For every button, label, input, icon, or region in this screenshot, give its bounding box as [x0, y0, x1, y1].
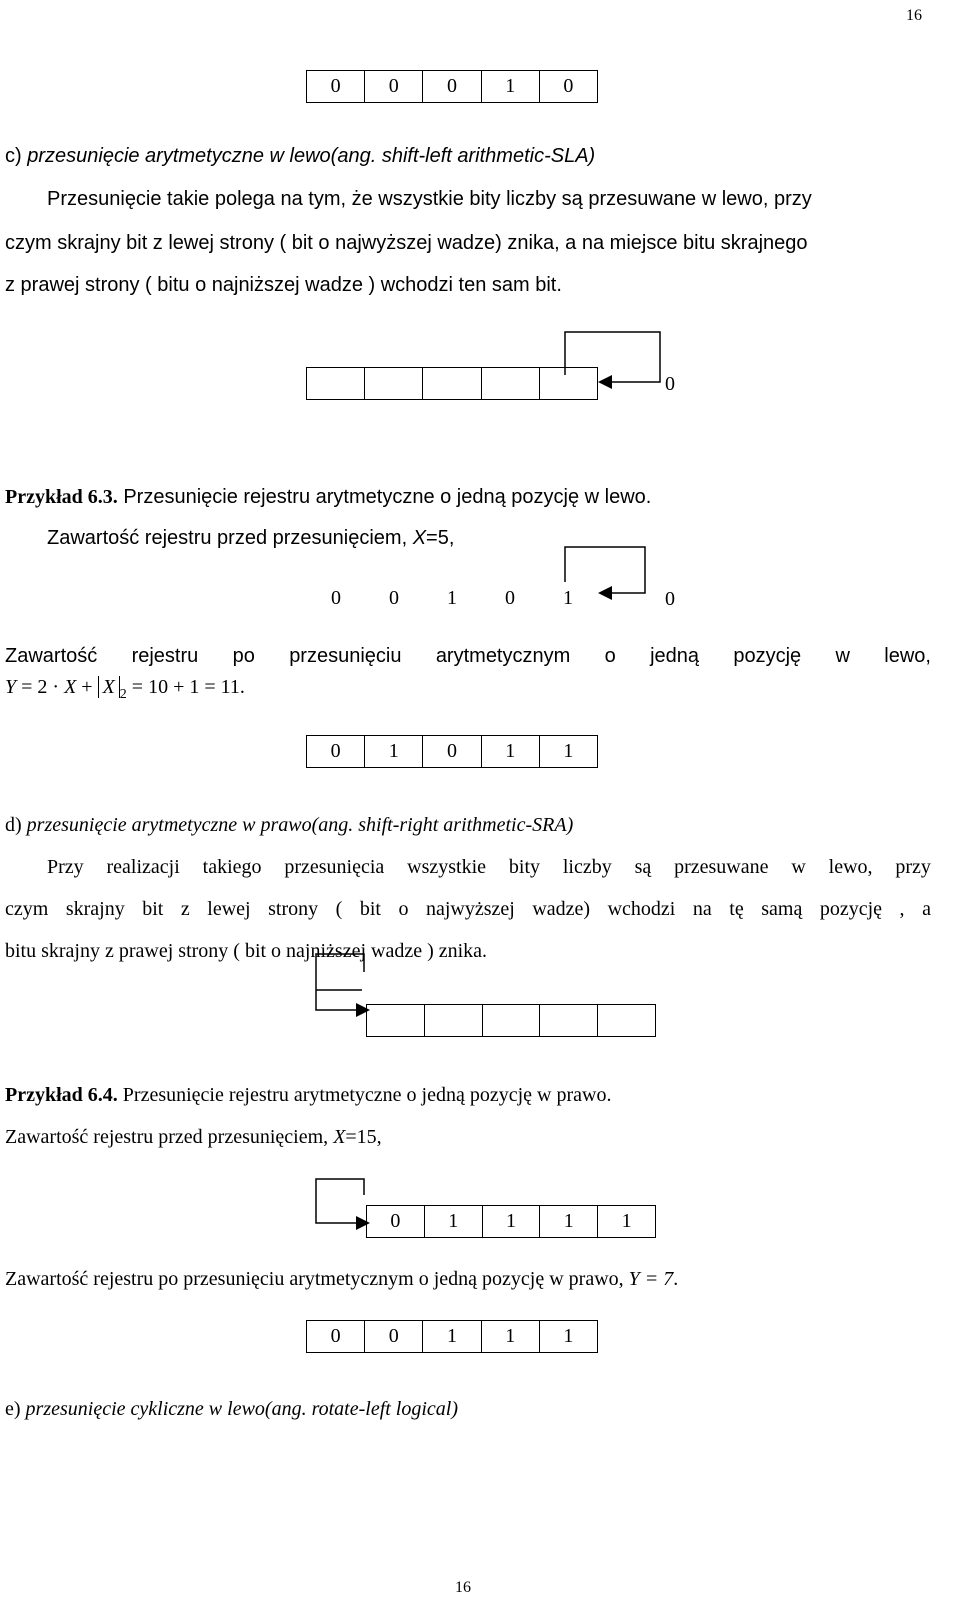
- register-cell: [482, 1005, 540, 1036]
- register-cell: [422, 368, 480, 399]
- register-after-6-4: [306, 1320, 598, 1353]
- register-cell: 0: [390, 1210, 401, 1232]
- section-d-line-1: Przy realizacji takiego przesunięcia wszystkie bity liczby są przesuwane w lewo, przy: [47, 856, 931, 878]
- example-6-4-after-label: Zawartość rejestru po przesunięciu arytmetycznym o jedną pozycję w prawo, Y = 7.: [5, 1268, 679, 1290]
- example-6-3-after-label: Zawartość rejestru po przesunięciu arytmetycznym o jedną pozycję w lewo,: [5, 645, 931, 667]
- page-number-top: 16: [906, 7, 922, 24]
- section-c-heading: c) przesunięcie arytmetyczne w lewo(ang. shift-left arithmetic-SLA): [5, 145, 596, 167]
- register-empty-sra: [366, 1004, 656, 1037]
- register-cell: 1: [447, 587, 457, 609]
- example-6-4-title: Przykład 6.4. Przesunięcie rejestru arytmetyczne o jedną pozycję w prawo.: [5, 1084, 612, 1106]
- register-cell: 0: [505, 587, 515, 609]
- register-cell: 1: [424, 1206, 482, 1237]
- register-cell: 0: [539, 71, 597, 102]
- register-cell: 0: [422, 71, 480, 102]
- register-cell: 1: [539, 1321, 597, 1352]
- register-cell: [481, 368, 539, 399]
- input-bit: 0: [665, 373, 675, 395]
- section-e-heading: e) przesunięcie cykliczne w lewo(ang. rotate-left logical): [5, 1398, 459, 1420]
- register-cell: [597, 1005, 655, 1036]
- register-cell: 1: [422, 1321, 480, 1352]
- section-d-line-3: bitu skrajny z prawej strony ( bit o najniższej wadze ) znika.: [5, 940, 488, 962]
- register-cell: 1: [481, 736, 539, 767]
- formula-6-3: Y = 2 · X + X $_2$ = 10 + 1 = 11.: [5, 676, 245, 702]
- register-empty-sla: [306, 367, 598, 400]
- example-6-3-title: Przykład 6.3. Przesunięcie rejestru arytmetyczne o jedną pozycję w lewo.: [5, 486, 652, 508]
- register-cell: [364, 368, 422, 399]
- register-cell: [539, 368, 597, 399]
- register-cell: 1: [482, 1206, 540, 1237]
- register-cell: 0: [330, 75, 341, 97]
- section-c-line-2: czym skrajny bit z lewej strony ( bit o najwyższej wadze) znika, a na miejsce bitu skrajnego: [5, 232, 808, 254]
- page-number-bottom: 16: [455, 1579, 471, 1596]
- register-top: [306, 70, 598, 103]
- register-cell: [307, 368, 364, 399]
- section-c-line-3: z prawej strony ( bitu o najniższej wadze ) wchodzi ten sam bit.: [5, 274, 562, 296]
- register-cell: 0: [331, 587, 341, 609]
- register-after-6-3: [306, 735, 598, 768]
- register-cell: 0: [330, 1325, 341, 1347]
- register-cell: 1: [364, 736, 422, 767]
- register-cell: 0: [364, 71, 422, 102]
- register-cell: 0: [422, 736, 480, 767]
- register-cell: 0: [389, 587, 399, 609]
- register-cell: 0: [364, 1321, 422, 1352]
- section-d-heading: d) przesunięcie arytmetyczne w prawo(ang. shift-right arithmetic-SRA): [5, 814, 574, 836]
- register-cell: 1: [563, 587, 573, 609]
- register-cell: [367, 1005, 424, 1036]
- register-cell: 1: [539, 1206, 597, 1237]
- register-cell: 0: [330, 740, 341, 762]
- example-6-4-before-label: Zawartość rejestru przed przesunięciem, X=15,: [5, 1126, 382, 1148]
- example-6-3-before-label: Zawartość rejestru przed przesunięciem, X=5,: [47, 527, 455, 549]
- section-d-line-2: czym skrajny bit z lewej strony ( bit o najwyższej wadze) wchodzi na tę samą pozycję , a: [5, 898, 931, 920]
- register-cell: [539, 1005, 597, 1036]
- register-before-6-3: [306, 582, 598, 615]
- register-cell: 1: [597, 1206, 655, 1237]
- register-cell: 1: [481, 1321, 539, 1352]
- register-cell: [424, 1005, 482, 1036]
- section-c-line-1: Przesunięcie takie polega na tym, że wszystkie bity liczby są przesuwane w lewo, przy: [47, 188, 812, 210]
- register-cell: 1: [481, 71, 539, 102]
- register-cell: 1: [539, 736, 597, 767]
- register-before-6-4: [366, 1205, 656, 1238]
- input-bit: 0: [665, 588, 675, 610]
